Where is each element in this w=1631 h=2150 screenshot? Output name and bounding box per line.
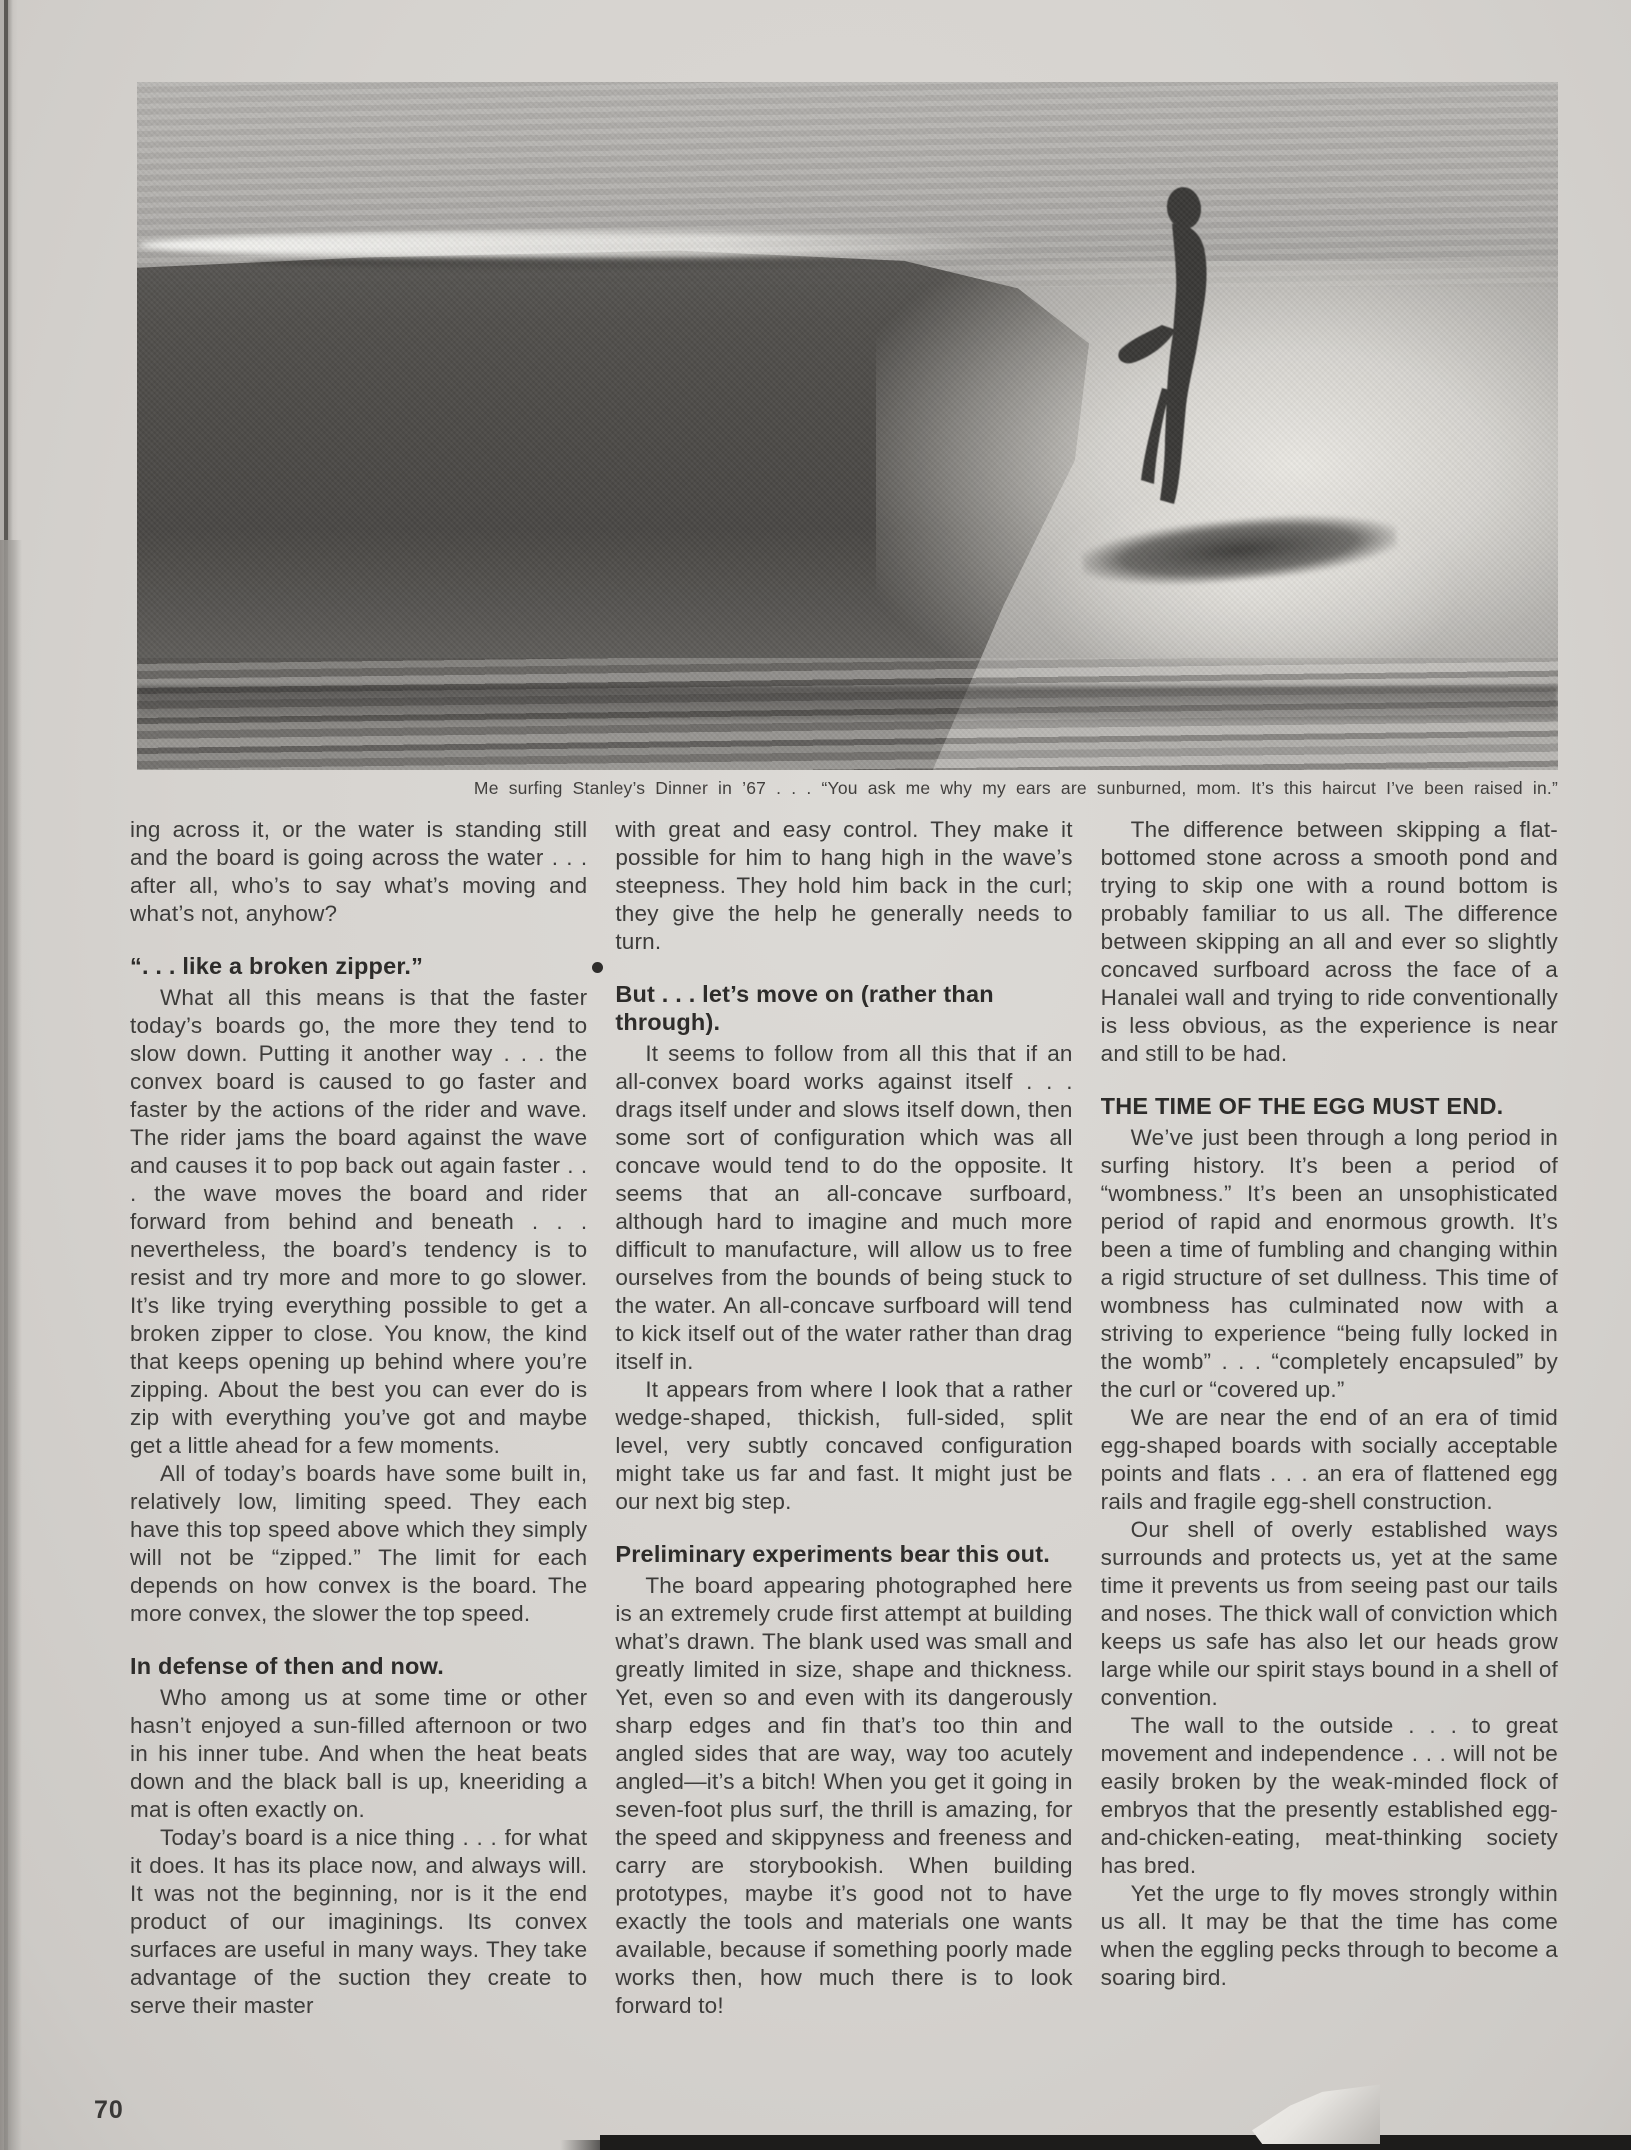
article-column-3 bbox=[1101, 816, 1558, 2102]
paragraph: with great and easy control. They make it possible for him to hang high in the wave’s steepness. They hold him back in the curl; they give the help he generally needs to turn. bbox=[615, 817, 1073, 954]
paragraph: The board appearing photographed here is an extremely crude first attempt at building what’s drawn. The blank used was small and greatly limited in size, shape and thickness. Yet, even so and even with its dangerously sharp edges and fin that’s too thin and angled sides that are way, way too acutely angled—it’s a bitch! When you get it going in seven-foot plus surf, the thrill is amazing, for the speed and skippyness and freeness and carry are storybookish. When building prototypes, maybe it’s good not to have exactly the tools and materials one wants available, because if something poorly made works then, how much there is to look forward to! bbox=[615, 1573, 1073, 2018]
section-heading: THE TIME OF THE EGG MUST END. bbox=[1100, 1093, 1504, 1119]
paragraph: Yet the urge to fly moves strongly within us all. It may be that the time has come when the eggling pecks through to become a soaring bird. bbox=[1100, 1881, 1558, 1990]
paragraph: Our shell of overly established ways surrounds and protects us, yet at the same time it prevents us from seeing past our tails and noses. The thick wall of conviction which keeps us safe has also let our heads grow large while our spirit stays bound in a shell of convention. bbox=[1100, 1517, 1558, 1710]
paragraph: Today’s board is a nice thing . . . for what it does. It has its place now, and always will. It was not the beginning, nor is it the end product of our imaginings. Its convex surfaces are useful in many ways. They take advantage of the suction they create to serve their master bbox=[130, 1825, 588, 2018]
page-number: 70 bbox=[94, 2096, 124, 2124]
paragraph: We’ve just been through a long period in surfing history. It’s been a period of “wombness.” It’s been an unsophisticated period of rapid and enormous growth. It’s been a time of fumbling and changing within a rigid structure of set dullness. This time of wombness has culminated now with a striving to experience “being fully locked in the womb” . . . “completely encapsuled” by the curl or “covered up.” bbox=[1100, 1125, 1558, 1402]
article-column-1 bbox=[130, 816, 587, 2102]
paragraph: Who among us at some time or other hasn’t enjoyed a sun-filled afternoon or two in his inner tube. And when the heat beats down and the black ball is up, kneeriding a mat is often exactly on. bbox=[130, 1685, 588, 1822]
photo-halftone-grain bbox=[137, 82, 1558, 770]
paragraph: It appears from where I look that a rather wedge-shaped, thickish, full-sided, split level, very subtly concaved configuration might take us far and fast. It might just be our next big step. bbox=[615, 1377, 1073, 1514]
section-heading: In defense of then and now. bbox=[130, 1653, 444, 1679]
surf-photo bbox=[137, 82, 1558, 770]
paragraph: The wall to the outside . . . to great movement and independence . . . will not be easily broken by the weak-minded flock of embryos that the presently established egg-and-chicken-eating, meat-thinking society has bred. bbox=[1100, 1713, 1558, 1878]
paragraph: All of today’s boards have some built in, relatively low, limiting speed. They each have this top speed above which they simply will not be “zipped.” The limit for each depends on how convex is the board. The more convex, the slower the top speed. bbox=[130, 1461, 588, 1626]
article-columns bbox=[130, 816, 1558, 2102]
section-heading: But . . . let’s move on (rather than through). bbox=[615, 981, 994, 1035]
section-heading: “. . . like a broken zipper.” bbox=[130, 953, 424, 979]
paragraph: What all this means is that the faster today’s boards go, the more they tend to slow down. Putting it another way . . . the convex board is caused to go faster and faster by the actions of the rider and wave. The rider jams the board against the wave and causes it to pop back out again faster . . . the wave moves the board and rider forward from behind and beneath . . . nevertheless, the board’s tendency is to resist and try more and more to go slower. It’s like trying everything possible to get a broken zipper to close. You know, the kind that keeps opening up behind where you’re zipping. About the best you can ever do is zip with everything you’ve got and maybe get a little ahead for a few moments. bbox=[130, 985, 588, 1458]
printers-bullet-dot bbox=[592, 962, 603, 973]
article-column-2 bbox=[615, 816, 1072, 2102]
paragraph: It seems to follow from all this that if an all-convex board works against itself . . . drags itself under and slows itself down, then some sort of configuration which was all concave would tend to do the opposite. It seems that an all-concave surfboard, although hard to imagine and much more difficult to manufacture, will allow us to free ourselves from the bounds of being stuck to the water. An all-concave surfboard will tend to kick itself out of the water rather than drag itself in. bbox=[615, 1041, 1073, 1374]
paragraph: We are near the end of an era of timid egg-shaped boards with socially acceptable points and flats . . . an era of flattened egg rails and fragile egg-shell construction. bbox=[1100, 1405, 1558, 1514]
paragraph: The difference between skipping a flat-bottomed stone across a smooth pond and trying to skip one with a round bottom is probably familiar to us all. The difference between skipping an all and ever so slightly concaved surfboard across the face of a Hanalei wall and trying to ride conventionally is less obvious, as the experience is near and still to be had. bbox=[1100, 817, 1558, 1066]
page-spine-shadow bbox=[0, 540, 22, 2150]
scan-bottom-edge bbox=[600, 2135, 1631, 2150]
paragraph: ing across it, or the water is standing still and the board is going across the water . . . after all, who’s to say what’s moving and what’s not, anyhow? bbox=[130, 817, 588, 926]
section-heading: Preliminary experiments bear this out. bbox=[615, 1541, 1050, 1567]
scan-bottom-edge-taper bbox=[560, 2140, 620, 2150]
photo-caption: Me surfing Stanley’s Dinner in ’67 . . . “You ask me why my ears are sunburned, mom. It’s this haircut I’ve been raised in.” bbox=[473, 778, 1558, 798]
